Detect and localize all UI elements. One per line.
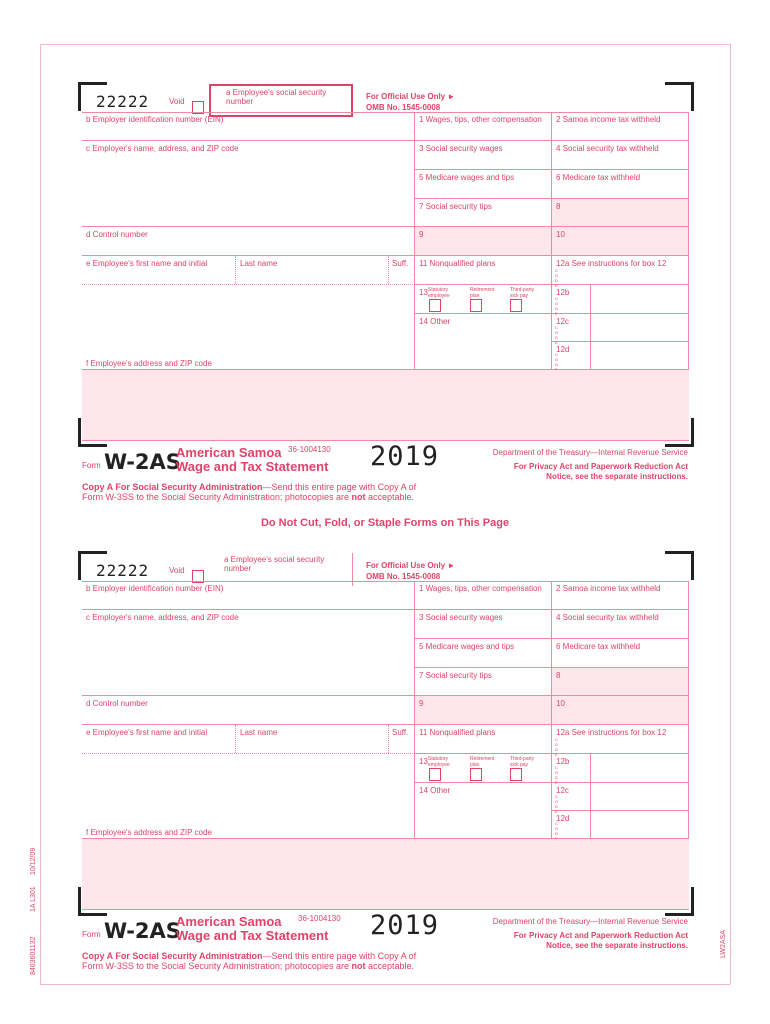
trim-line-left bbox=[40, 44, 41, 984]
box-1-wages[interactable]: 1 Wages, tips, other compensation bbox=[415, 112, 552, 141]
title-american-samoa: American Samoa bbox=[176, 914, 282, 929]
crop-mark-bottom-right bbox=[665, 418, 694, 447]
box-e-employee-name[interactable] bbox=[82, 725, 415, 839]
box-5-medicare-wages[interactable]: 5 Medicare wages and tips bbox=[415, 170, 552, 199]
box-10[interactable]: 10 bbox=[552, 227, 689, 256]
box-12d[interactable]: 12d bbox=[552, 342, 689, 370]
box-b-ein[interactable]: b Employer identification number (EIN) bbox=[82, 581, 415, 610]
crop-mark-top-left bbox=[78, 551, 107, 580]
official-use-label: For Official Use Only ► bbox=[366, 561, 456, 570]
statutory-checkbox[interactable] bbox=[429, 299, 441, 312]
name-divider-2 bbox=[388, 256, 390, 284]
last-name-label: Last name bbox=[240, 259, 278, 268]
privacy-notice: For Privacy Act and Paperwork Reduction Act Notice, see the separate instructions. bbox=[513, 931, 688, 950]
omb-number: OMB No. 1545-0008 bbox=[366, 103, 441, 112]
first-name-label: e Employee's first name and initial bbox=[86, 259, 208, 268]
box-6-medicare-tax[interactable]: 6 Medicare tax withheld bbox=[552, 639, 689, 668]
code-letters-d: C O D bbox=[555, 352, 559, 367]
name-dotline bbox=[82, 284, 415, 285]
box-6-medicare-tax[interactable]: 6 Medicare tax withheld bbox=[552, 170, 689, 199]
address-shaded-area[interactable] bbox=[82, 370, 689, 441]
address-shaded-area[interactable] bbox=[82, 839, 689, 910]
box-10[interactable]: 10 bbox=[552, 696, 689, 725]
void-label: Void bbox=[169, 566, 185, 575]
title-wage-statement: Wage and Tax Statement bbox=[176, 928, 329, 943]
side-code-right: LW2ASA bbox=[720, 930, 727, 958]
thirdparty-label: Third-party sick pay bbox=[510, 756, 535, 768]
crop-mark-bottom-left bbox=[78, 887, 107, 916]
box-f-label: f Employee's address and ZIP code bbox=[86, 828, 212, 837]
box-2-samoa-tax[interactable]: 2 Samoa income tax withheld bbox=[552, 581, 689, 610]
code-letters-b: C O D E bbox=[555, 765, 559, 785]
box-11-nonqualified[interactable]: 11 Nonqualified plans bbox=[415, 725, 552, 754]
box-2-samoa-tax[interactable]: 2 Samoa income tax withheld bbox=[552, 112, 689, 141]
box-8[interactable]: 8 bbox=[552, 199, 689, 227]
void-label: Void bbox=[169, 97, 185, 106]
department-label: Department of the Treasury—Internal Revenue Service bbox=[492, 917, 688, 926]
department-label: Department of the Treasury—Internal Revenue Service bbox=[492, 448, 688, 457]
retirement-checkbox[interactable] bbox=[470, 299, 482, 312]
code-letters-c: C O D E bbox=[555, 794, 559, 814]
statutory-label: Statutory employee bbox=[428, 287, 450, 299]
thirdparty-checkbox[interactable] bbox=[510, 299, 522, 312]
box-b-ein[interactable]: b Employer identification number (EIN) bbox=[82, 112, 415, 141]
crop-mark-bottom-right bbox=[665, 887, 694, 916]
box-14-other[interactable]: 14 Other bbox=[415, 314, 552, 370]
statutory-label: Statutory employee bbox=[428, 756, 450, 768]
thirdparty-label: Third-party sick pay bbox=[510, 287, 535, 299]
code-letters-a: C O D E bbox=[555, 268, 559, 288]
retirement-label: Retirement plan bbox=[470, 287, 495, 299]
box-12b[interactable]: 12b bbox=[552, 285, 689, 314]
title-american-samoa: American Samoa bbox=[176, 445, 282, 460]
side-code-2: 1A L301 bbox=[30, 886, 37, 912]
retirement-checkbox[interactable] bbox=[470, 768, 482, 781]
w2as-form-top bbox=[82, 84, 689, 534]
box-9[interactable]: 9 bbox=[415, 696, 552, 725]
box-4-ss-tax[interactable]: 4 Social security tax withheld bbox=[552, 141, 689, 170]
privacy-notice: For Privacy Act and Paperwork Reduction Act Notice, see the separate instructions. bbox=[513, 462, 688, 481]
box-13: 13 bbox=[415, 285, 552, 314]
code-letters-b: C O D E bbox=[555, 296, 559, 316]
box-12c[interactable]: 12c bbox=[552, 783, 689, 811]
trim-line-top bbox=[40, 44, 730, 45]
copy-a-instructions: Copy A For Social Security Administration—Send this entire page with Copy A of Form W-3SS to the Social Security Administration; photocopies are not acceptable. bbox=[82, 482, 417, 502]
trim-line-right bbox=[730, 44, 731, 984]
code-letters-a: C O D E bbox=[555, 737, 559, 757]
code-letters-c: C O D E bbox=[555, 325, 559, 345]
form-word: Form bbox=[82, 930, 101, 939]
box-11-nonqualified[interactable]: 11 Nonqualified plans bbox=[415, 256, 552, 285]
ssn-label: a Employee's social security number bbox=[226, 88, 327, 106]
code-letters-d: C O D bbox=[555, 821, 559, 836]
catalog-number: 36-1004130 bbox=[298, 914, 341, 923]
retirement-label: Retirement plan bbox=[470, 756, 495, 768]
name-divider-1 bbox=[235, 725, 237, 753]
w2as-title: W-2AS bbox=[104, 450, 181, 474]
box-d-control-number[interactable]: d Control number bbox=[82, 227, 415, 256]
side-code-1: 8403601132 bbox=[30, 936, 37, 975]
w2as-form-bottom bbox=[82, 553, 689, 1003]
form-number: 22222 bbox=[96, 92, 150, 111]
catalog-number: 36-1004130 bbox=[288, 445, 331, 454]
box-e-employee-name[interactable] bbox=[82, 256, 415, 370]
title-wage-statement: Wage and Tax Statement bbox=[176, 459, 329, 474]
crop-mark-top-right bbox=[665, 551, 694, 580]
box-8[interactable]: 8 bbox=[552, 668, 689, 696]
thirdparty-checkbox[interactable] bbox=[510, 768, 522, 781]
code-divider bbox=[590, 285, 591, 370]
suffix-label: Suff. bbox=[392, 728, 409, 737]
box-c-employer-name[interactable]: c Employer's name, address, and ZIP code bbox=[82, 610, 415, 696]
form-word: Form bbox=[82, 461, 101, 470]
name-divider-1 bbox=[235, 256, 237, 284]
official-use-label: For Official Use Only ► bbox=[366, 92, 456, 101]
side-code-3: 10/12/09 bbox=[30, 847, 37, 875]
w2as-title: W-2AS bbox=[104, 919, 181, 943]
box-12c[interactable]: 12c bbox=[552, 314, 689, 342]
ssn-label: a Employee's social security number bbox=[224, 555, 325, 573]
name-divider-2 bbox=[388, 725, 390, 753]
box-c-employer-name[interactable]: c Employer's name, address, and ZIP code bbox=[82, 141, 415, 227]
form-number: 22222 bbox=[96, 561, 150, 580]
box-7-ss-tips[interactable]: 7 Social security tips bbox=[415, 668, 552, 696]
first-name-label: e Employee's first name and initial bbox=[86, 728, 208, 737]
crop-mark-top-left bbox=[78, 82, 107, 111]
box-14-other[interactable]: 14 Other bbox=[415, 783, 552, 839]
box-12a[interactable]: 12a See instructions for box 12 bbox=[552, 725, 689, 754]
do-not-cut-banner: Do Not Cut, Fold, or Staple Forms on This Page bbox=[260, 517, 510, 529]
box-12b[interactable]: 12b bbox=[552, 754, 689, 783]
statutory-checkbox[interactable] bbox=[429, 768, 441, 781]
copy-a-instructions: Copy A For Social Security Administration—Send this entire page with Copy A of Form W-3SS to the Social Security Administration; photocopies are not acceptable. bbox=[82, 951, 417, 971]
box-d-control-number[interactable]: d Control number bbox=[82, 696, 415, 725]
box-5-medicare-wages[interactable]: 5 Medicare wages and tips bbox=[415, 639, 552, 668]
crop-mark-top-right bbox=[665, 82, 694, 111]
tax-year: 2019 bbox=[370, 910, 440, 941]
code-divider bbox=[590, 754, 591, 839]
box-12d[interactable]: 12d bbox=[552, 811, 689, 839]
crop-mark-bottom-left bbox=[78, 418, 107, 447]
box-13: 13 bbox=[415, 754, 552, 783]
tax-year: 2019 bbox=[370, 441, 440, 472]
box-7-ss-tips[interactable]: 7 Social security tips bbox=[415, 199, 552, 227]
omb-number: OMB No. 1545-0008 bbox=[366, 572, 441, 581]
box-9[interactable]: 9 bbox=[415, 227, 552, 256]
box-3-ss-wages[interactable]: 3 Social security wages bbox=[415, 610, 552, 639]
box-4-ss-tax[interactable]: 4 Social security tax withheld bbox=[552, 610, 689, 639]
box-3-ss-wages[interactable]: 3 Social security wages bbox=[415, 141, 552, 170]
last-name-label: Last name bbox=[240, 728, 278, 737]
box-1-wages[interactable]: 1 Wages, tips, other compensation bbox=[415, 581, 552, 610]
suffix-label: Suff. bbox=[392, 259, 409, 268]
box-f-label: f Employee's address and ZIP code bbox=[86, 359, 212, 368]
name-dotline bbox=[82, 753, 415, 754]
box-12a[interactable]: 12a See instructions for box 12 bbox=[552, 256, 689, 285]
